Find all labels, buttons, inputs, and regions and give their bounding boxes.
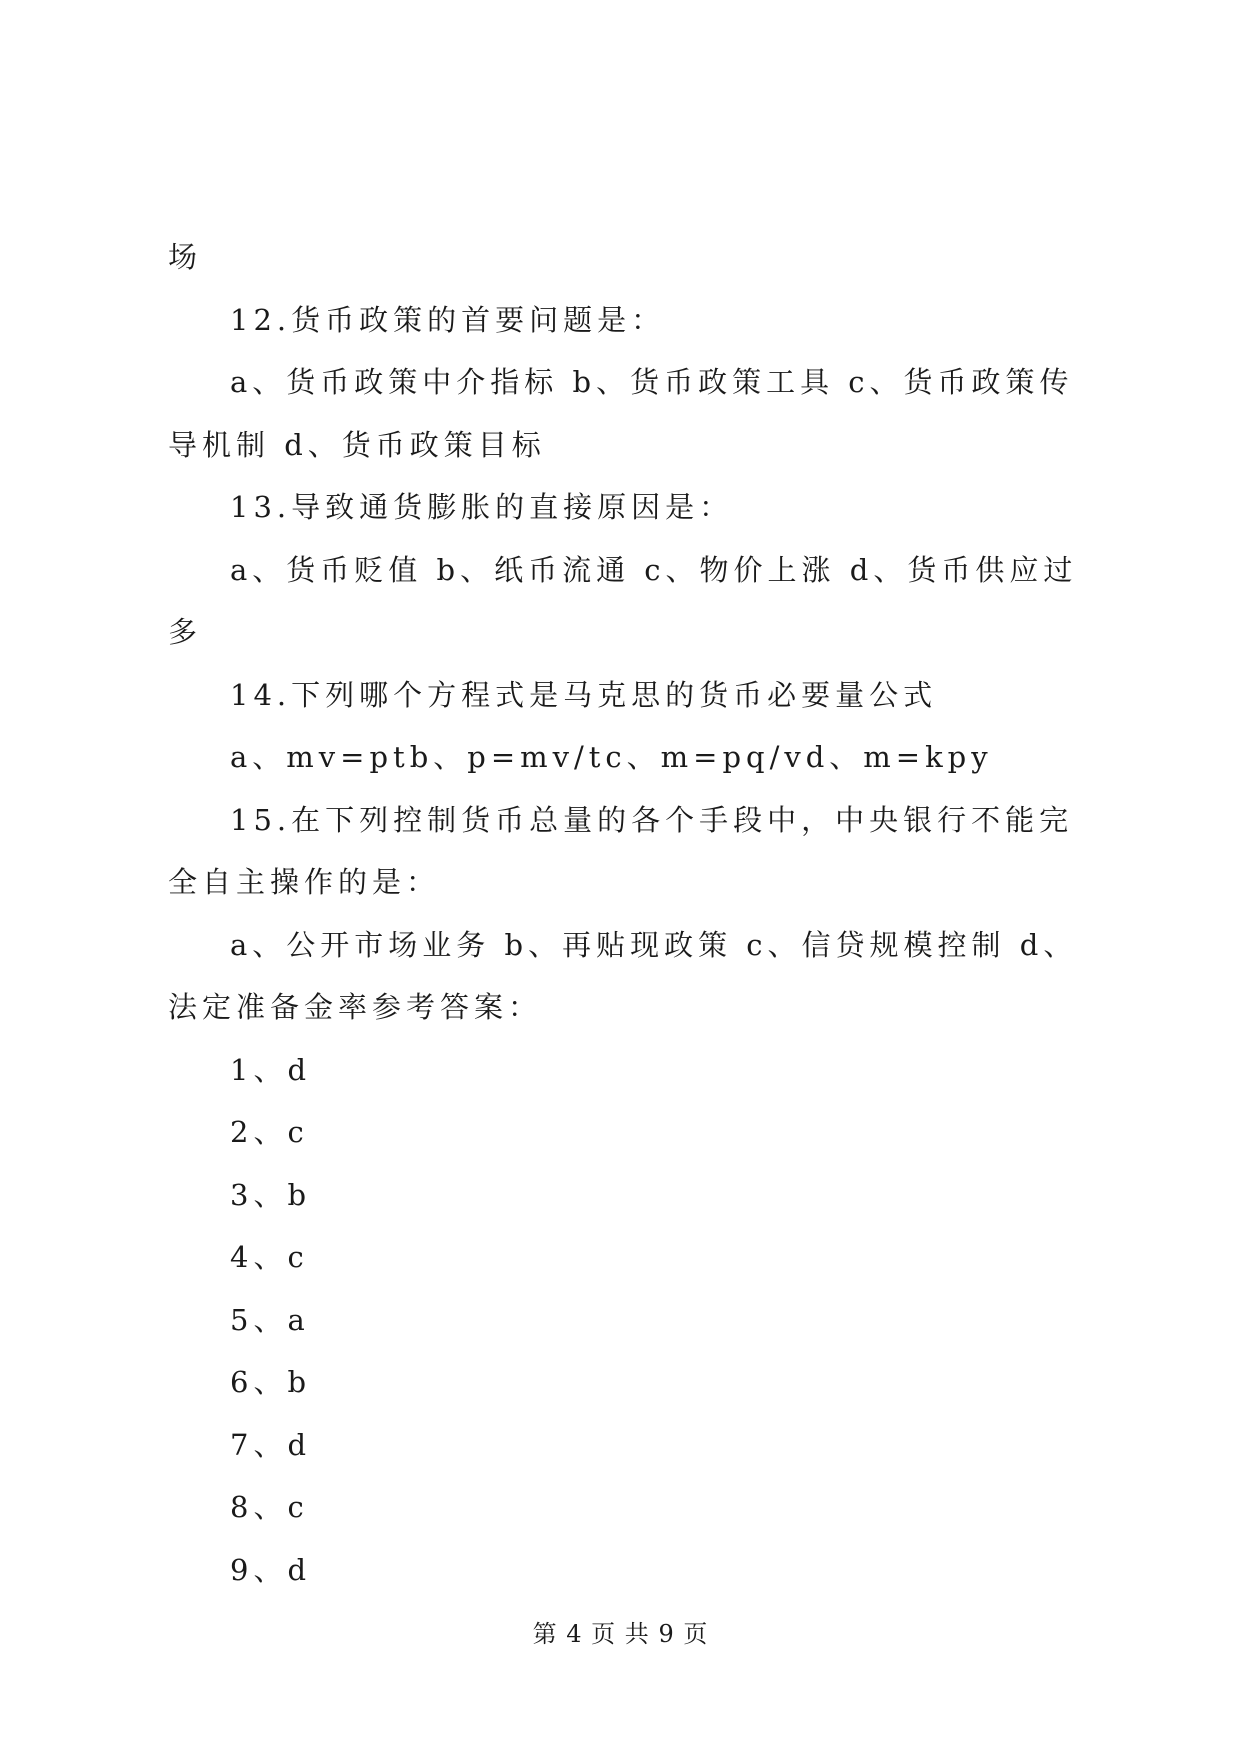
answer-2: 2、c bbox=[230, 1115, 309, 1149]
answer-7: 7、d bbox=[230, 1427, 312, 1462]
answer-1: 1、d bbox=[230, 1052, 312, 1087]
question-14: 14.下列哪个方程式是马克思的货币必要量公式 bbox=[230, 677, 938, 712]
answer-3: 3、b bbox=[230, 1177, 312, 1212]
question-13-options: a、货币贬值 b、纸币流通 c、物价上涨 d、货币供应过多 bbox=[168, 552, 1078, 649]
answer-6: 6、b bbox=[230, 1365, 312, 1399]
answer-4: 4、c bbox=[230, 1240, 309, 1274]
question-12-options: a、货币政策中介指标 b、货币政策工具 c、货币政策传导机制 d、货币政策目标 bbox=[168, 365, 1074, 462]
question-15-options: a、公开市场业务 b、再贴现政策 c、信贷规模控制 d、法定准备金率参考答案： bbox=[168, 927, 1078, 1024]
question-13: 13.导致通货膨胀的直接原因是： bbox=[230, 490, 734, 524]
paragraph-continuation: 场 bbox=[168, 240, 203, 274]
question-12: 12.货币政策的首要问题是： bbox=[230, 302, 666, 337]
answer-5: 5、a bbox=[230, 1302, 310, 1337]
question-14-options: a、mv=ptb、p=mv/tc、m=pq/vd、m=kpy bbox=[230, 740, 993, 774]
question-15: 15.在下列控制货币总量的各个手段中，中央银行不能完全自主操作的是： bbox=[168, 802, 1074, 899]
answer-9: 9、d bbox=[230, 1552, 312, 1587]
answer-8: 8、c bbox=[230, 1490, 309, 1524]
page-footer: 第 4 页 共 9 页 bbox=[532, 1620, 709, 1648]
document-body bbox=[168, 226, 1088, 1601]
